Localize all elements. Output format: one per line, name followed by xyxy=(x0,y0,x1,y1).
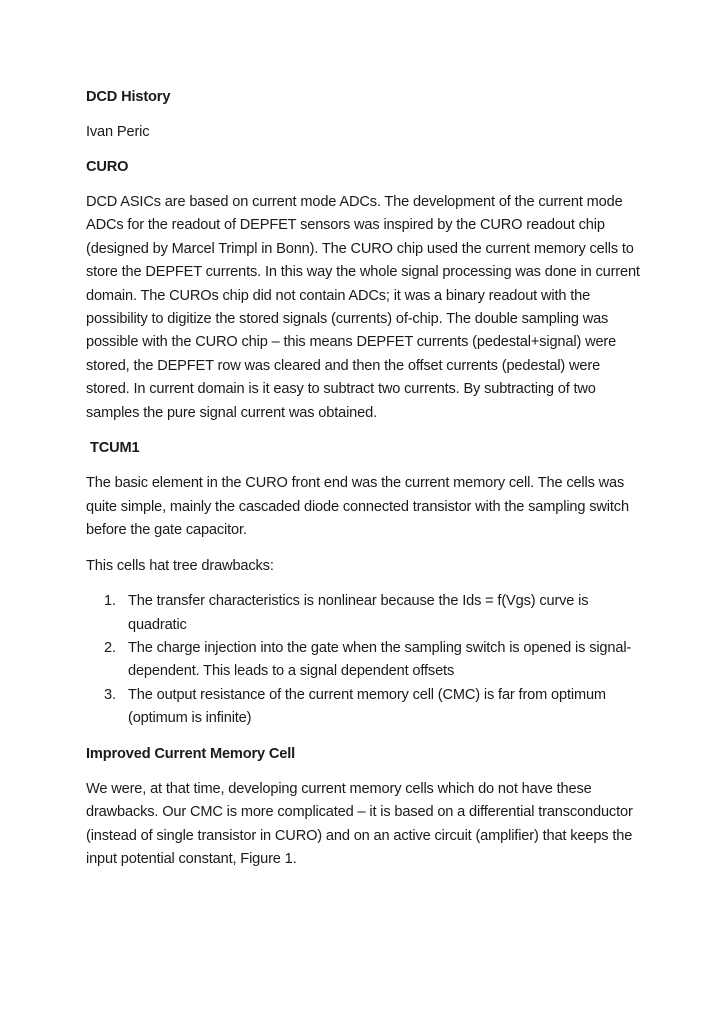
paragraph-curo: DCD ASICs are based on current mode ADCs. The development of the current mode ADCs for the readout of DEPFET sensors was inspired by the CURO readout chip (designed by Marcel Trimpl in Bonn). The CURO chip used the current memory cells to store the DEPFET currents. In this way the whole signal processing was done in current domain. The CUROs chip did not contain ADCs; it was a binary readout with the possibility to digitize the stored signals (currents) of-chip. The double sampling was possible with the CURO chip – this means DEPFET currents (pedestal+signal) were stored, the DEPFET row was cleared and then the offset currents (pedestal) were stored. In current domain is it easy to subtract two currents. By subtracting of two samples the pure signal current was obtained. xyxy=(86,194,640,421)
heading-tcum1: TCUM1 xyxy=(90,440,140,457)
list-number: 3. xyxy=(104,686,116,703)
heading-improved-cmc: Improved Current Memory Cell xyxy=(86,745,296,762)
list-text: The output resistance of the current memory cell (CMC) is far from optimum (optimum is infinite) xyxy=(128,686,606,727)
list-text: The charge injection into the gate when the sampling switch is opened is signal-dependent. This leads to a signal dependent offsets xyxy=(128,639,632,680)
paragraph-tcum1-basic: The basic element in the CURO front end was the current memory cell. The cells was quite simple, mainly the cascaded diode connected transistor with the sampling switch before the gate capacitor. xyxy=(86,475,629,539)
list-number: 2. xyxy=(104,639,116,656)
drawbacks-list xyxy=(86,590,642,730)
list-item xyxy=(86,684,642,731)
list-item xyxy=(86,637,642,684)
document-page xyxy=(86,86,642,872)
paragraph-tcum1-drawbacks: This cells hat tree drawbacks: xyxy=(86,557,274,574)
paragraph-improved-cmc: We were, at that time, developing current memory cells which do not have these drawbacks. Our CMC is more complicated – it is based on a differential transconductor (instead of single transistor in CURO) and on an active circuit (amplifier) that keeps the input potential constant, Figure 1. xyxy=(86,780,633,868)
author-name: Ivan Peric xyxy=(86,124,150,140)
document-title: DCD History xyxy=(86,89,171,105)
list-text: The transfer characteristics is nonlinear because the Ids = f(Vgs) curve is quadratic xyxy=(128,593,589,633)
heading-curo: CURO xyxy=(86,159,129,175)
list-item xyxy=(86,590,642,637)
list-number: 1. xyxy=(104,593,116,610)
